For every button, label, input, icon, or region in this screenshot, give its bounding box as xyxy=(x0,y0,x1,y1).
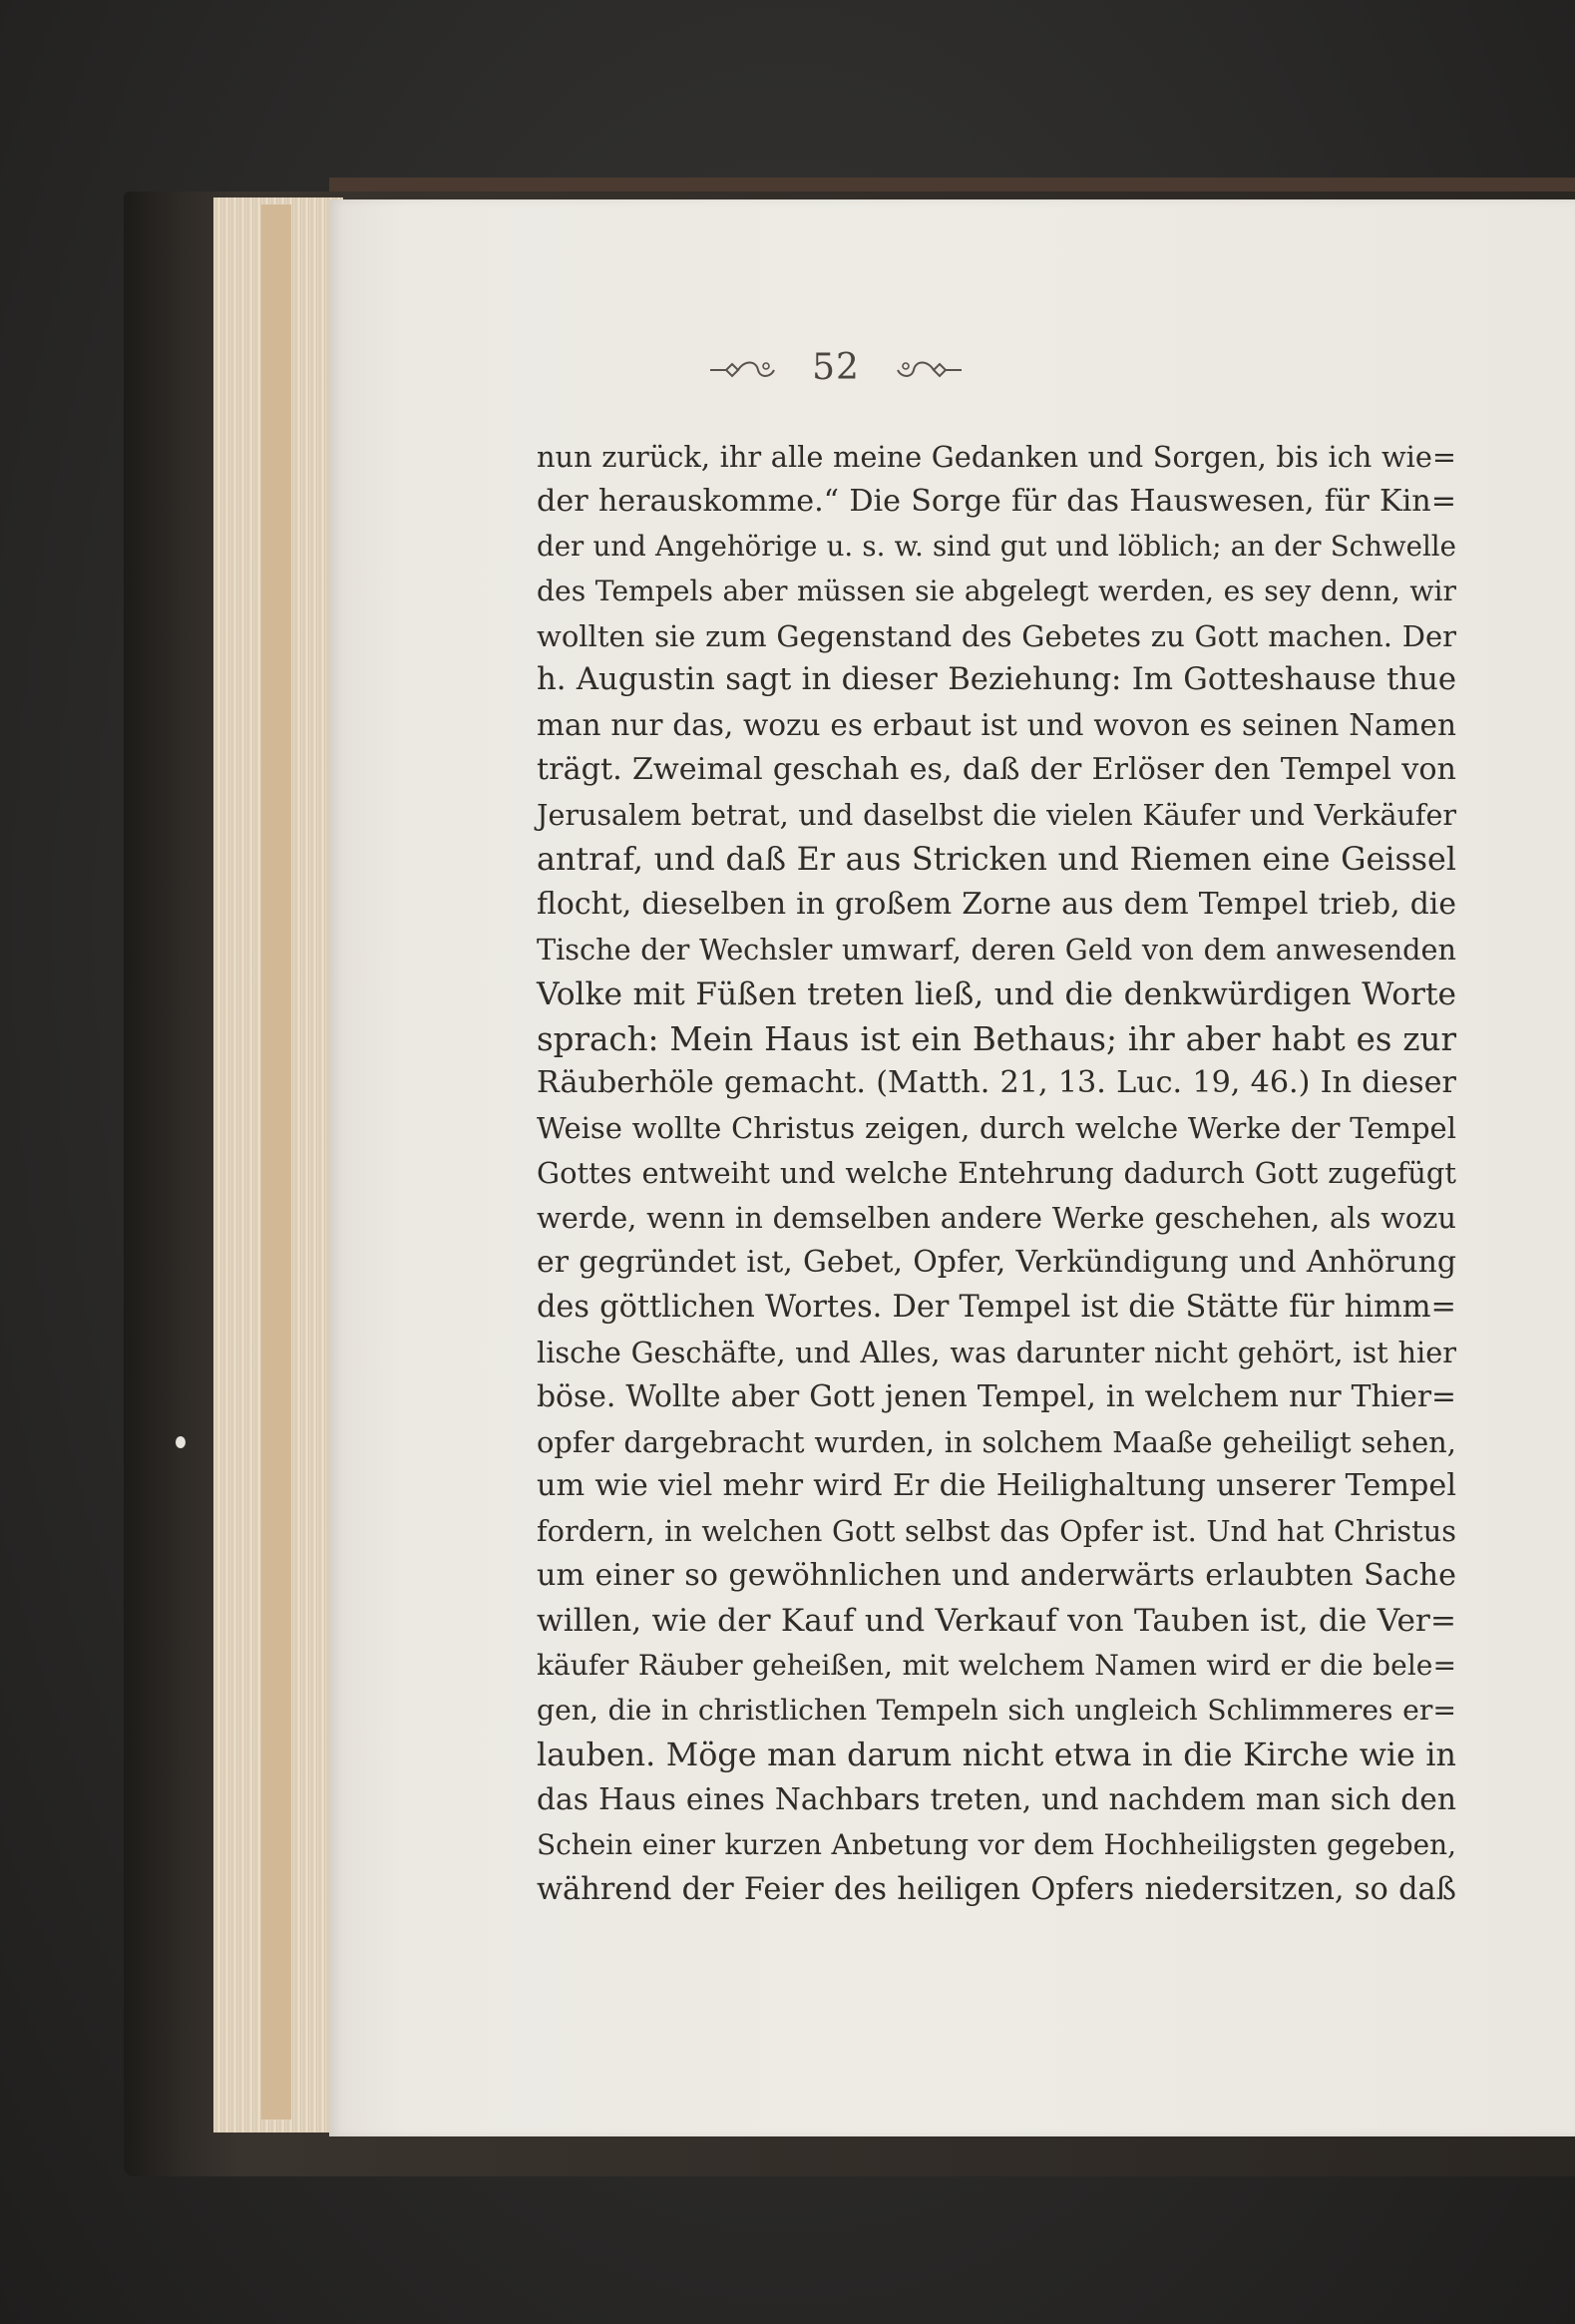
cover-mark xyxy=(176,1436,186,1448)
text-line: während der Feier des heiligen Opfers niedersitzen, so daß xyxy=(537,1871,1456,1907)
text-line: wollten sie zum Gegenstand des Gebetes zu Gott machen. Der xyxy=(537,618,1456,653)
text-line: des göttlichen Wortes. Der Tempel ist die Stätte für himm= xyxy=(537,1289,1456,1325)
right-ornament-icon xyxy=(894,358,964,382)
text-line: gen, die in christlichen Tempeln sich ungleich Schlimmeres er= xyxy=(537,1693,1456,1727)
text-line: Tische der Wechsler umwarf, deren Geld von dem anwesenden xyxy=(537,932,1456,967)
text-line: Volke mit Füßen treten ließ, und die denkwürdigen Worte xyxy=(537,975,1456,1012)
text-line: Gottes entweiht und welche Entehrung dadurch Gott zugefügt xyxy=(537,1156,1456,1191)
text-line: er gegründet ist, Gebet, Opfer, Verkündigung und Anhörung xyxy=(537,1245,1456,1281)
page-number: 52 xyxy=(812,347,860,388)
text-line: lische Geschäfte, und Alles, was darunter nicht gehört, ist hier xyxy=(537,1335,1456,1369)
text-line: das Haus eines Nachbars treten, und nachdem man sich den xyxy=(537,1781,1456,1817)
text-line: der herauskomme.“ Die Sorge für das Hauswesen, für Kin= xyxy=(537,483,1456,519)
text-line: käufer Räuber geheißen, mit welchem Namen wird er die bele= xyxy=(537,1649,1456,1683)
text-line: nun zurück, ihr alle meine Gedanken und Sorgen, bis ich wie= xyxy=(537,440,1456,474)
text-line: willen, wie der Kauf und Verkauf von Tauben ist, die Ver= xyxy=(537,1603,1456,1640)
page-body-text xyxy=(537,435,1456,1912)
text-line: Räuberhöle gemacht. (Matth. 21, 13. Luc. 19, 46.) In dieser xyxy=(537,1065,1456,1101)
text-line: opfer dargebracht wurden, in solchem Maaße geheiligt sehen, xyxy=(537,1424,1456,1459)
text-line: Schein einer kurzen Anbetung vor dem Hochheiligsten gegeben, xyxy=(537,1827,1456,1861)
page-edges-band xyxy=(261,204,291,2120)
text-line: der und Angehörige u. s. w. sind gut und löblich; an der Schwelle xyxy=(537,529,1456,563)
text-line: böse. Wollte aber Gott jenen Tempel, in welchem nur Thier= xyxy=(537,1378,1456,1414)
text-line: antraf, und daß Er aus Stricken und Riemen eine Geissel xyxy=(537,842,1456,879)
text-line: Weise wollte Christus zeigen, durch welche Werke der Tempel xyxy=(537,1111,1456,1146)
text-line: sprach: Mein Haus ist ein Bethaus; ihr aber habt es zur xyxy=(537,1019,1456,1058)
text-line: um wie viel mehr wird Er die Heilighaltung unserer Tempel xyxy=(537,1468,1456,1504)
text-line: um einer so gewöhnlichen und anderwärts erlaubten Sache xyxy=(537,1558,1456,1594)
text-line: trägt. Zweimal geschah es, daß der Erlöser den Tempel von xyxy=(537,752,1456,788)
left-ornament-icon xyxy=(708,358,778,382)
text-line: werde, wenn in demselben andere Werke geschehen, als wozu xyxy=(537,1201,1456,1236)
text-line: lauben. Möge man darum nicht etwa in die Kirche wie in xyxy=(537,1737,1456,1773)
page-header xyxy=(329,347,1343,388)
book-page xyxy=(329,199,1575,2136)
text-line: man nur das, wozu es erbaut ist und wovon es seinen Namen xyxy=(537,708,1456,743)
text-line: des Tempels aber müssen sie abgelegt werden, es sey denn, wir xyxy=(537,574,1456,607)
text-line: h. Augustin sagt in dieser Beziehung: Im Gotteshause thue xyxy=(537,662,1456,698)
text-line: Jerusalem betrat, und daselbst die vielen Käufer und Verkäufer xyxy=(537,798,1456,833)
text-line: flocht, dieselben in großem Zorne aus dem Tempel trieb, die xyxy=(537,886,1456,922)
text-line: fordern, in welchen Gott selbst das Opfer ist. Und hat Christus xyxy=(537,1514,1456,1549)
